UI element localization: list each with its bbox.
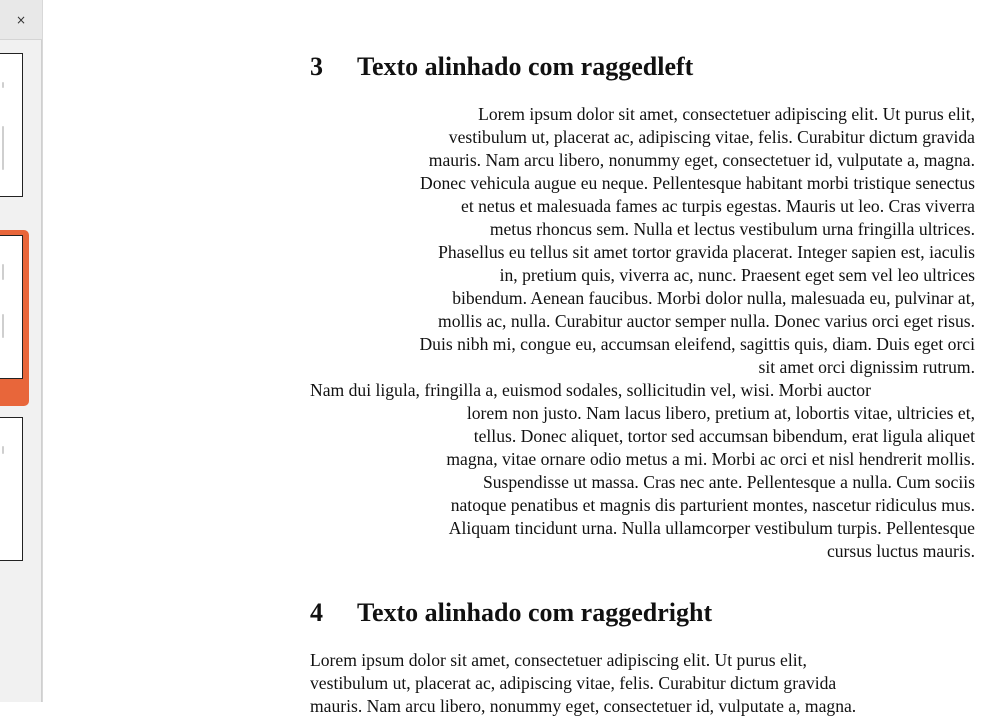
text-line: et netus et malesuada fames ac turpis egestas. Mauris ut leo. Cras viverra xyxy=(461,196,975,216)
text-line: sit amet orci dignissim rutrum. xyxy=(758,357,975,377)
text-line: vestibulum ut, placerat ac, adipiscing vitae, felis. Curabitur dictum gravida xyxy=(448,127,975,147)
close-sidebar-button[interactable] xyxy=(0,0,42,40)
text-line: natoque penatibus et magnis dis parturient montes, nascetur ridiculus mus. xyxy=(450,495,975,515)
section-3-heading xyxy=(310,52,975,82)
text-line: mollis ac, nulla. Curabitur auctor semper nulla. Donec varius orci eget risus. xyxy=(438,311,975,331)
text-line: tellus. Donec aliquet, tortor sed accumsan bibendum, erat ligula aliquet xyxy=(473,426,975,446)
document-page xyxy=(52,0,998,716)
section-3-number: 3 xyxy=(310,52,323,81)
section-3-title: Texto alinhado com raggedleft xyxy=(357,52,694,81)
text-line: Lorem ipsum dolor sit amet, consectetuer adipiscing elit. Ut purus elit, xyxy=(478,104,975,124)
page-thumbnail-3[interactable] xyxy=(0,417,23,561)
section-4-number: 4 xyxy=(310,598,323,627)
page-thumbnail-2[interactable] xyxy=(0,235,23,379)
text-line: Aliquam tincidunt urna. Nulla ullamcorper vestibulum turpis. Pellentesque xyxy=(448,518,975,538)
text-line: Lorem ipsum dolor sit amet, consectetuer adipiscing elit. Ut purus elit, xyxy=(310,650,807,670)
text-line: Nam dui ligula, fringilla a, euismod sodales, sollicitudin vel, wisi. Morbi auctor xyxy=(310,380,871,400)
text-line: Duis nibh mi, congue eu, accumsan eleifend, sagittis quis, diam. Duis eget orci xyxy=(419,334,975,354)
text-line: mauris. Nam arcu libero, nonummy eget, consectetuer id, vulputate a, magna. xyxy=(428,150,975,170)
text-line: cursus luctus mauris. xyxy=(826,541,975,561)
sidebar-divider[interactable] xyxy=(42,0,52,702)
text-line: metus rhoncus sem. Nulla et lectus vestibulum urna fringilla ultrices. xyxy=(489,219,975,239)
text-line: magna, vitae ornare odio metus a mi. Morbi ac orci et nisl hendrerit mollis. xyxy=(446,449,975,469)
section-4-title: Texto alinhado com raggedright xyxy=(357,598,713,627)
text-line: Suspendisse ut massa. Cras nec ante. Pellentesque a nulla. Cum sociis xyxy=(482,472,975,492)
text-line: in, pretium quis, viverra ac, nunc. Praesent eget sem vel leo ultrices xyxy=(499,265,975,285)
section-4-heading xyxy=(310,598,975,628)
page-thumbnail-1[interactable] xyxy=(0,53,23,197)
text-line: bibendum. Aenean faucibus. Morbi dolor nulla, malesuada eu, pulvinar at, xyxy=(452,288,975,308)
close-icon: × xyxy=(15,12,26,27)
text-line: vestibulum ut, placerat ac, adipiscing vitae, felis. Curabitur dictum gravida xyxy=(310,673,837,693)
text-line: lorem non justo. Nam lacus libero, pretium at, lobortis vitae, ultricies et, xyxy=(466,403,975,423)
text-line: mauris. Nam arcu libero, nonummy eget, consectetuer id, vulputate a, magna. xyxy=(310,696,857,716)
thumbnail-sidebar xyxy=(0,0,42,702)
section-4-paragraph xyxy=(310,649,975,718)
text-line: Donec vehicula augue eu neque. Pellentesque habitant morbi tristique senectus xyxy=(419,173,975,193)
section-3-paragraph xyxy=(310,103,975,563)
page-content xyxy=(310,52,975,718)
text-line: Phasellus eu tellus sit amet tortor gravida placerat. Integer sapien est, iaculis xyxy=(438,242,975,262)
